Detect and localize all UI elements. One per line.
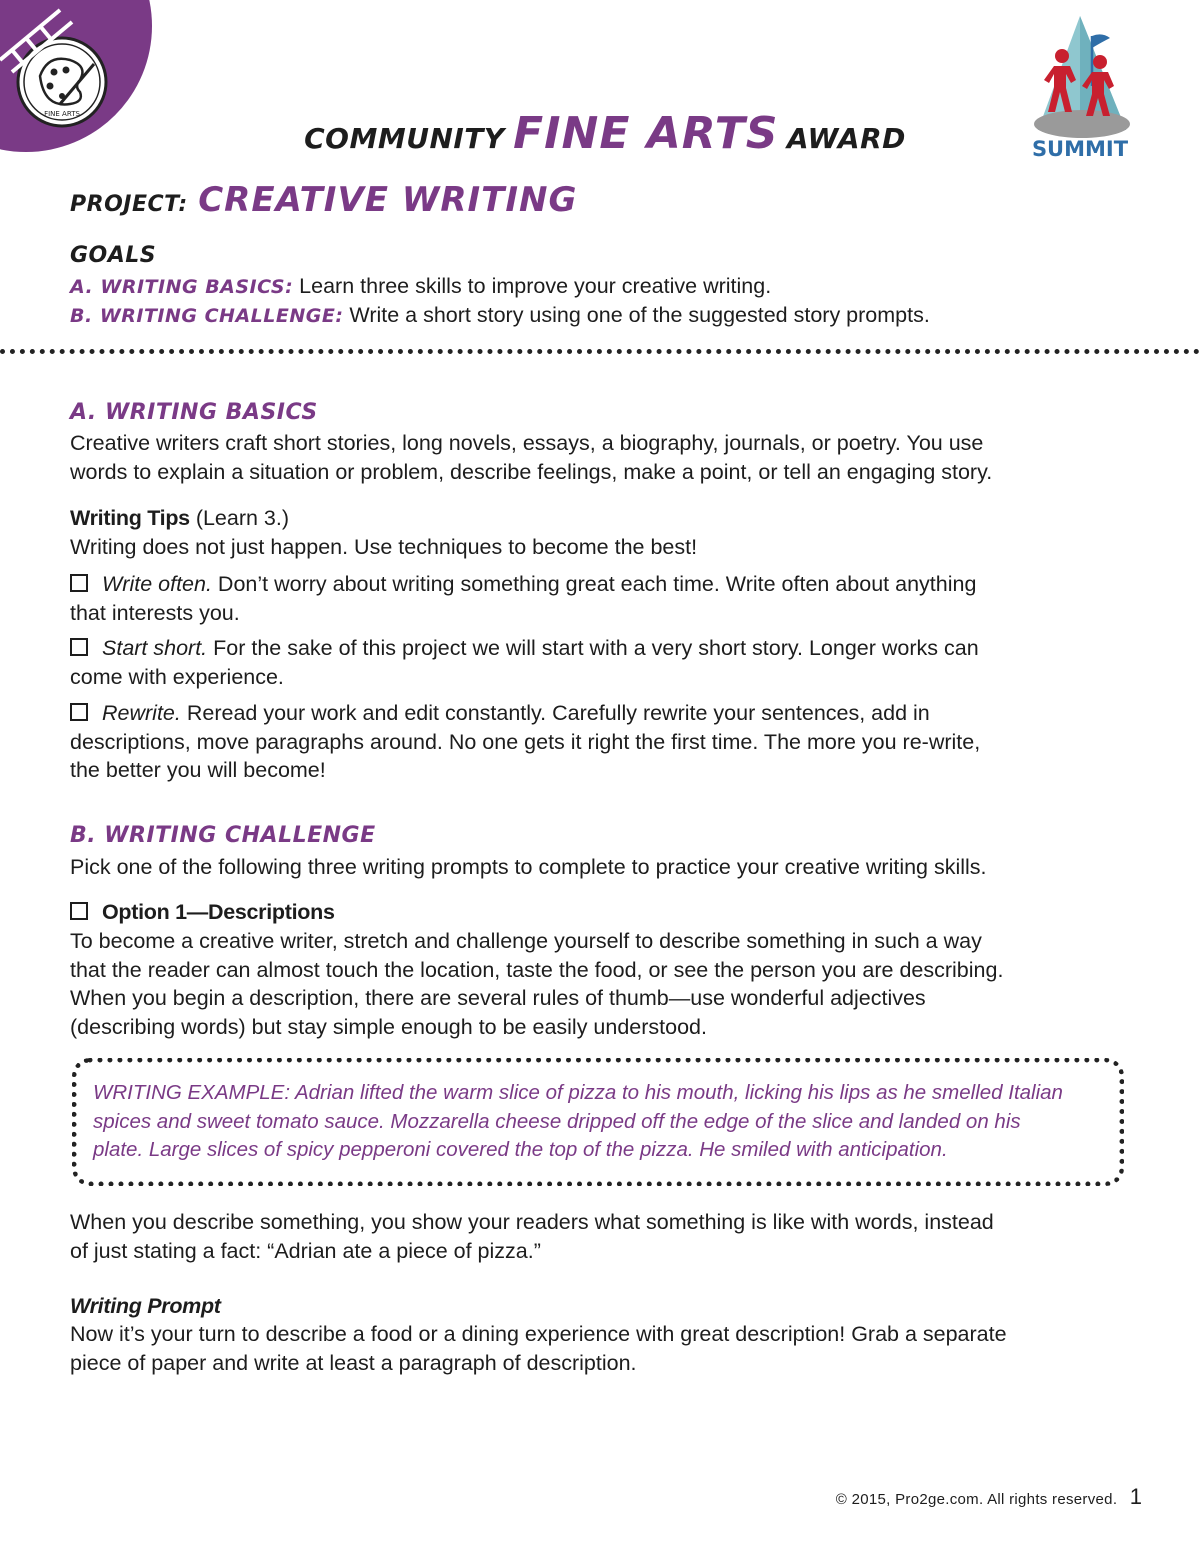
paragraph-line: (describing words) but stay simple enough to be easily understood. <box>70 1014 707 1039</box>
section-a-heading: A. WRITING BASICS <box>70 400 318 425</box>
checkbox[interactable] <box>70 574 88 592</box>
option-1-heading <box>70 898 335 927</box>
example-line: plate. Large slices of spicy pepperoni covered the top of the pizza. He smiled with anticipation. <box>93 1138 948 1161</box>
award-title-suffix: AWARD <box>786 122 906 155</box>
award-title-main: FINE ARTS <box>513 108 779 159</box>
option-1-title: Option 1—Descriptions <box>102 900 335 924</box>
tip-item <box>70 634 979 691</box>
section-a-intro <box>70 429 992 486</box>
section-b-intro: Pick one of the following three writing prompts to complete to practice your creative writing skills. <box>70 855 987 879</box>
tip-item <box>70 699 980 785</box>
paragraph-line: Creative writers craft short stories, long novels, essays, a biography, journals, or poetry. You use <box>70 431 984 455</box>
tip-text: Reread your work and edit constantly. Carefully rewrite your sentences, add in <box>186 701 930 725</box>
summit-logo-text: SUMMIT <box>1031 137 1129 161</box>
project-title <box>70 180 577 220</box>
writing-prompt-text <box>70 1320 1007 1377</box>
example-line: WRITING EXAMPLE: Adrian lifted the warm slice of pizza to his mouth, licking his lips as he smelled Italian <box>93 1081 1063 1104</box>
tip-lead: Rewrite. <box>102 701 181 725</box>
checkbox[interactable] <box>70 638 88 656</box>
paragraph-line: words to explain a situation or problem, describe feelings, make a point, or tell an engaging story. <box>70 459 993 484</box>
project-name: CREATIVE WRITING <box>198 180 578 220</box>
dotted-divider <box>0 349 1200 354</box>
tip-item <box>70 570 976 627</box>
tip-text: descriptions, move paragraphs around. No one gets it right the first time. The more you re-write, <box>70 729 981 754</box>
copyright-notice: © 2015, Pro2ge.com. All rights reserved. <box>835 1491 1118 1508</box>
page-number: 1 <box>1129 1484 1142 1509</box>
award-title-prefix: COMMUNITY <box>304 122 505 155</box>
writing-tips-intro: Writing does not just happen. Use techniques to become the best! <box>70 535 698 559</box>
writing-prompt-title: Writing Prompt <box>70 1294 221 1318</box>
tip-text: come with experience. <box>70 664 284 689</box>
section-b-heading: B. WRITING CHALLENGE <box>70 823 376 848</box>
award-title <box>0 108 1200 159</box>
writing-tips-note: (Learn 3.) <box>195 506 290 530</box>
writing-prompt-heading <box>70 1292 221 1321</box>
tip-text: Don’t worry about writing something great each time. Write often about anything <box>217 572 977 596</box>
paragraph-line: When you begin a description, there are several rules of thumb—use wonderful adjectives <box>70 986 926 1010</box>
goal-text: Learn three skills to improve your creative writing. <box>299 274 772 298</box>
goal-label: B. WRITING CHALLENGE: <box>70 305 344 327</box>
checkbox[interactable] <box>70 703 88 721</box>
tip-text: that interests you. <box>70 600 240 625</box>
example-line: spices and sweet tomato sauce. Mozzarella cheese dripped off the edge of the slice and landed on his <box>93 1109 1021 1133</box>
after-example-text <box>70 1208 994 1265</box>
summit-logo <box>1030 12 1134 162</box>
paragraph-line: piece of paper and write at least a paragraph of description. <box>70 1350 637 1375</box>
goals-heading: GOALS <box>70 243 157 268</box>
tip-text: For the sake of this project we will start with a very short story. Longer works can <box>213 636 979 660</box>
tip-lead: Start short. <box>102 636 208 660</box>
goal-item <box>70 272 771 302</box>
paragraph-line: Now it’s your turn to describe a food or a dining experience with great description! Grab a separate <box>70 1322 1007 1346</box>
paragraph-line: To become a creative writer, stretch and challenge yourself to describe something in such a way <box>70 929 982 953</box>
writing-tips-title: Writing Tips <box>70 506 190 530</box>
writing-tips-heading <box>70 504 289 533</box>
page-footer <box>836 1484 1142 1510</box>
option-1-text <box>70 927 1003 1041</box>
badge-label: FINE ARTS <box>44 110 80 118</box>
project-label: PROJECT: <box>70 192 188 217</box>
tip-lead: Write often. <box>102 572 212 596</box>
goal-item <box>70 301 930 331</box>
goal-text: Write a short story using one of the suggested story prompts. <box>349 303 930 327</box>
paragraph-line: of just stating a fact: “Adrian ate a piece of pizza.” <box>70 1238 541 1263</box>
paragraph-line: When you describe something, you show your readers what something is like with words, instead <box>70 1210 994 1234</box>
paragraph-line: that the reader can almost touch the location, taste the food, or see the person you are describing. <box>70 957 1004 982</box>
checkbox[interactable] <box>70 902 88 920</box>
goal-label: A. WRITING BASICS: <box>70 276 294 298</box>
writing-example-text <box>93 1079 1063 1165</box>
tip-text: the better you will become! <box>70 758 326 782</box>
